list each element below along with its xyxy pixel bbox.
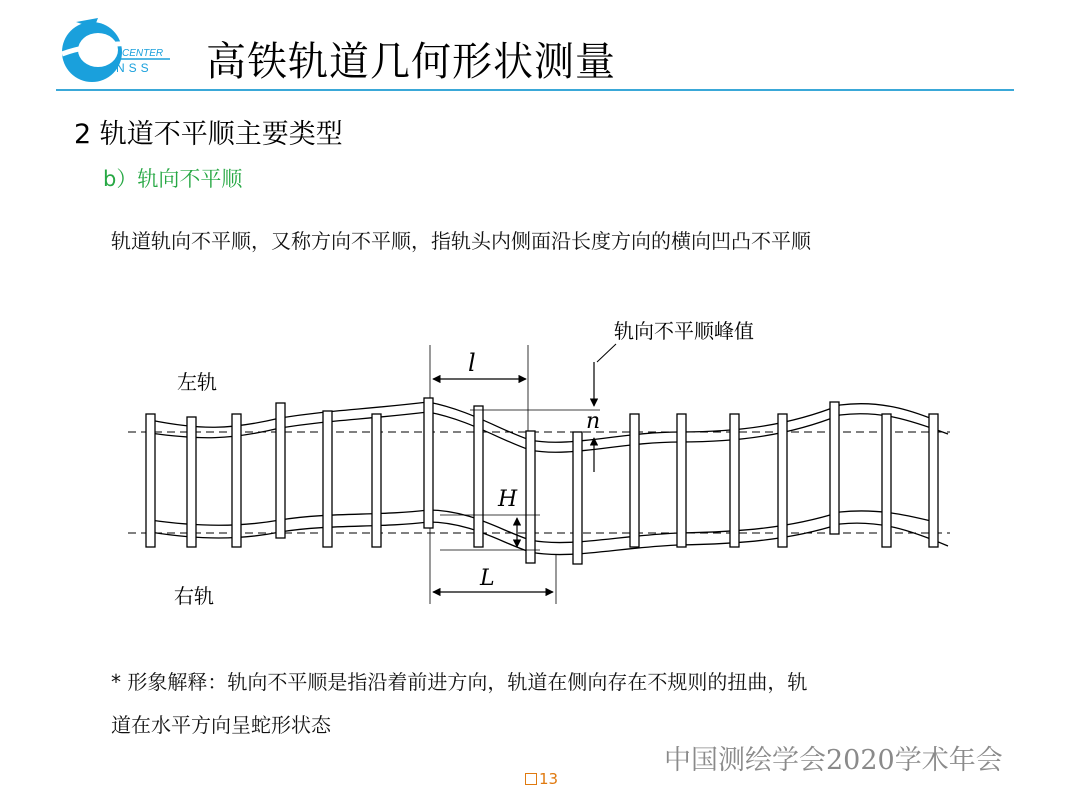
subsection-heading: b）轨向不平顺 (103, 167, 243, 191)
left-rail-top-edge (150, 402, 935, 442)
sleeper (630, 414, 639, 547)
sleeper (372, 414, 381, 547)
slide-title: 高铁轨道几何形状测量 (206, 39, 616, 85)
explanation-line-2: 道在水平方向呈蛇形状态 (111, 713, 331, 737)
page-number-text: 13 (539, 770, 559, 788)
sleeper (323, 411, 332, 547)
sleeper (187, 417, 196, 547)
conference-footer: 中国测绘学会2020学术年会 (664, 745, 1003, 776)
section-heading: 2 轨道不平顺主要类型 (74, 119, 343, 150)
sleeper (474, 406, 483, 547)
explanation-line-1: * 形象解释：轨向不平顺是指沿着前进方向，轨道在侧向存在不规则的扭曲，轨 (111, 670, 808, 694)
L-label: L (480, 566, 495, 591)
n-label: n (586, 409, 601, 434)
logo-text-nss: NSS (116, 61, 153, 75)
sleeper (882, 414, 891, 547)
left-rail-label: 左轨 (177, 370, 217, 394)
H-label: H (498, 487, 518, 512)
peak-value-label: 轨向不平顺峰值 (614, 319, 754, 343)
title-divider (56, 89, 1014, 91)
logo-text-center: CENTER (122, 48, 164, 59)
right-rail-label: 右轨 (174, 584, 214, 608)
sleeper (424, 398, 433, 528)
sleeper (276, 403, 285, 538)
sleeper (778, 414, 787, 547)
sleeper (830, 402, 839, 534)
page-number (525, 770, 558, 788)
sleeper (929, 414, 938, 547)
track-alignment-diagram (0, 290, 1080, 620)
sleeper (526, 431, 535, 563)
right-rail-top-edge (150, 510, 935, 543)
sleeper (730, 414, 739, 547)
page-box-icon (525, 773, 537, 785)
peak-leader-line (597, 344, 616, 362)
sleeper (232, 414, 241, 547)
gnss-center-logo (58, 14, 180, 86)
sleeper (573, 432, 582, 564)
definition-text: 轨道轨向不平顺，又称方向不平顺，指轨头内侧面沿长度方向的横向凹凸不平顺 (111, 229, 811, 253)
sleeper (146, 414, 155, 547)
sleeper (677, 414, 686, 547)
l-label: l (468, 349, 476, 377)
right-rail-bottom-edge (150, 522, 948, 555)
